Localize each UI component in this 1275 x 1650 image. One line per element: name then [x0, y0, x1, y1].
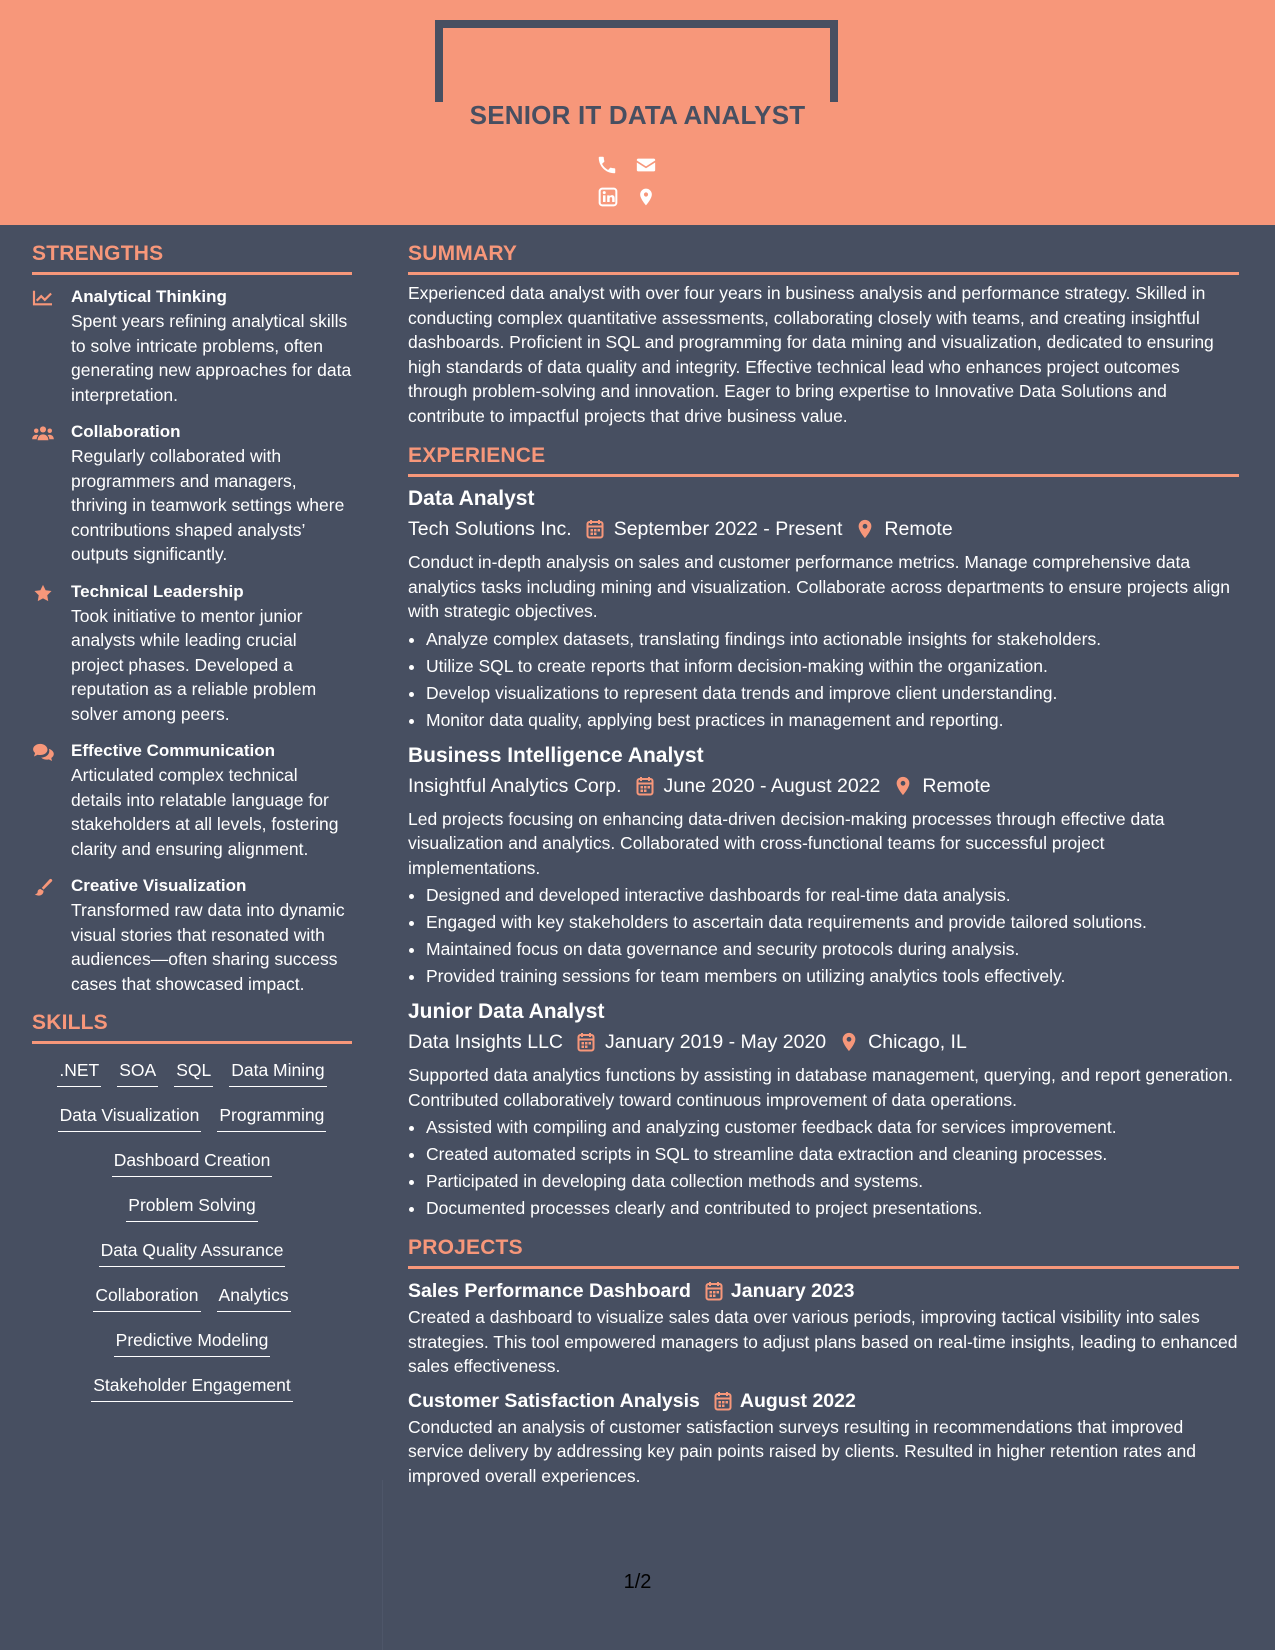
linkedin-icon[interactable] — [598, 187, 618, 207]
project-title: Customer Satisfaction Analysis — [408, 1389, 700, 1412]
list-item: • Participated in developing data collection methods and systems. — [426, 1168, 1239, 1195]
email-icon[interactable] — [635, 154, 657, 176]
skill-row — [32, 1279, 352, 1324]
job-location: Remote — [922, 774, 991, 797]
strength-description: Took initiative to mentor junior analysts while leading crucial project phases. Developed a reputation as a reliable problem solver among peers. — [71, 605, 317, 724]
project-description: Created a dashboard to visualize sales data over various periods, improving tactical visibility into sales strategies. This tool empowered managers to adjust plans based on real-time insights, leading to enhanced sales effectiveness. — [408, 1307, 1238, 1376]
job-title: Data Analyst — [408, 487, 535, 510]
list-item: • Designed and developed interactive dashboards for real-time data analysis. — [426, 882, 1239, 909]
job-title: Business Intelligence Analyst — [408, 743, 704, 767]
calendar-icon — [577, 1032, 595, 1052]
job-meta — [408, 514, 1239, 544]
projects-heading: PROJECTS — [408, 1234, 1239, 1269]
location-icon[interactable] — [636, 186, 656, 208]
project-header — [408, 1277, 1239, 1305]
skill-tag: SOA — [117, 1054, 158, 1087]
strength-item — [32, 874, 352, 996]
skill-tag: Predictive Modeling — [114, 1324, 271, 1357]
job-description: Led projects focusing on enhancing data-driven decision-making processes through effective data visualization and analytics. Collaborated with cross-functional teams for successful project implementations. — [408, 808, 1165, 878]
skill-tag: Data Quality Assurance — [99, 1234, 286, 1267]
calendar-icon — [586, 519, 604, 539]
skill-tag: Dashboard Creation — [112, 1144, 273, 1177]
list-item: • Develop visualizations to represent data trends and improve client understanding. — [426, 680, 1239, 707]
sidebar — [32, 240, 352, 1414]
list-item: • Utilize SQL to create reports that inform decision-making within the organization. — [426, 653, 1239, 680]
strength-item — [32, 580, 352, 727]
comments-icon — [32, 743, 54, 761]
skill-tag: Data Mining — [229, 1054, 326, 1087]
page-number: 1/2 — [623, 1571, 652, 1593]
job-location: Remote — [884, 518, 953, 540]
skill-tag: Programming — [217, 1099, 326, 1132]
skill-tag: Analytics — [217, 1279, 291, 1312]
company-name: Tech Solutions Inc. — [408, 518, 572, 540]
strength-title: Collaboration — [71, 422, 181, 441]
project-entry — [408, 1277, 1239, 1379]
skill-tag: Problem Solving — [126, 1189, 257, 1222]
job-location: Chicago, IL — [868, 1031, 967, 1053]
job-dates: January 2019 - May 2020 — [605, 1031, 827, 1053]
job-description: Conduct in-depth analysis on sales and customer performance metrics. Manage comprehensive data analytics tasks including mining and visualization. Collaborate across departments to ensure projects align with strategic objectives. — [408, 552, 1230, 621]
list-item: • Analyze complex datasets, translating findings into actionable insights for stakeholders. — [426, 626, 1239, 653]
star-icon — [32, 584, 54, 602]
job-title: Junior Data Analyst — [408, 1000, 605, 1023]
project-header — [408, 1387, 1239, 1415]
experience-entry — [408, 485, 1239, 734]
strengths-list — [32, 285, 352, 996]
skill-row — [32, 1189, 352, 1234]
summary-heading: SUMMARY — [408, 240, 1239, 275]
strength-description: Articulated complex technical details into relatable language for stakeholders at all levels, fostering clarity and ensuring alignment. — [71, 765, 339, 859]
job-meta — [408, 1027, 1239, 1057]
strength-title: Technical Leadership — [71, 581, 244, 601]
list-item: • Monitor data quality, applying best practices in management and reporting. — [426, 707, 1239, 734]
calendar-icon — [714, 1391, 732, 1411]
column-divider — [382, 1480, 383, 1650]
list-item: • Documented processes clearly and contributed to project presentations. — [426, 1195, 1239, 1222]
job-bullets — [408, 626, 1239, 734]
strength-description: Spent years refining analytical skills to solve intricate problems, often generating new approaches for data interpretation. — [71, 311, 352, 405]
project-date: January 2023 — [730, 1280, 855, 1302]
list-item: • Created automated scripts in SQL to streamline data extraction and cleaning processes. — [426, 1141, 1239, 1168]
skill-row — [32, 1144, 352, 1189]
experience-entry — [408, 998, 1239, 1222]
skill-row — [32, 1234, 352, 1279]
location-icon — [894, 776, 912, 796]
skill-tag: SQL — [174, 1054, 213, 1087]
list-item: • Engaged with key stakeholders to ascertain data requirements and provide tailored solutions. — [426, 909, 1239, 936]
project-title: Sales Performance Dashboard — [408, 1280, 691, 1302]
skill-row — [32, 1324, 352, 1369]
strength-item — [32, 739, 352, 861]
strength-description: Transformed raw data into dynamic visual stories that resonated with audiences—often sharing success cases that showcased impact. — [71, 900, 345, 994]
summary-text: Experienced data analyst with over four years in business analysis and performance strategy. Skilled in conducting complex quantitative assessments, collaborating closely with teams, and creating insightful dashboards. Proficient in SQL and programming for data mining and visualization, dedicated to ensuring high standards of data quality and integrity. Effective technical lead who enhances project outcomes through problem-solving and innovation. Eager to bring expertise to Innovative Data Solutions and contribute to impactful projects that drive business value. — [408, 283, 1214, 426]
project-date: August 2022 — [739, 1389, 856, 1412]
location-icon — [856, 519, 874, 539]
strengths-heading: STRENGTHS — [32, 240, 352, 275]
list-item: • Assisted with compiling and analyzing customer feedback data for services improvement. — [426, 1114, 1239, 1141]
skill-tag: .NET — [57, 1054, 101, 1087]
photo-placeholder-frame — [435, 20, 838, 102]
strength-title: Effective Communication — [71, 741, 276, 760]
skill-row — [32, 1054, 352, 1099]
calendar-icon — [636, 776, 654, 796]
project-entry — [408, 1387, 1239, 1489]
company-name: Insightful Analytics Corp. — [408, 774, 622, 797]
phone-icon[interactable] — [596, 154, 618, 176]
page-title: SENIOR IT DATA ANALYST — [469, 100, 806, 130]
strength-title: Analytical Thinking — [71, 287, 227, 306]
strength-item — [32, 420, 352, 567]
skill-tag: Stakeholder Engagement — [91, 1369, 293, 1402]
experience-entry — [408, 742, 1239, 991]
list-item: • Provided training sessions for team members on utilizing analytics tools effectively. — [426, 963, 1239, 990]
skill-row — [32, 1099, 352, 1144]
paint-brush-icon — [32, 878, 54, 896]
header-banner — [0, 0, 1275, 225]
strength-title: Creative Visualization — [71, 876, 247, 895]
strength-item — [32, 285, 352, 407]
experience-heading: EXPERIENCE — [408, 442, 1239, 477]
company-name: Data Insights LLC — [408, 1031, 564, 1053]
chart-line-icon — [32, 289, 54, 307]
job-dates: September 2022 - Present — [613, 518, 843, 540]
skills-list — [32, 1044, 352, 1414]
job-bullets — [408, 882, 1239, 990]
job-meta — [408, 771, 1239, 801]
strength-description: Regularly collaborated with programmers and managers, thriving in teamwork settings where contributions shaped analysts’ outputs significantly. — [71, 446, 345, 564]
job-description: Supported data analytics functions by assisting in database management, querying, and report generation. Contributed collaboratively toward continuous improvement of data operations. — [408, 1065, 1233, 1110]
skills-heading: SKILLS — [32, 1009, 352, 1044]
calendar-icon — [705, 1281, 723, 1301]
skill-row — [32, 1369, 352, 1414]
skill-tag: Data Visualization — [58, 1099, 202, 1132]
main-content — [408, 240, 1239, 1488]
job-dates: June 2020 - August 2022 — [663, 774, 881, 797]
job-bullets — [408, 1114, 1239, 1222]
project-description: Conducted an analysis of customer satisfaction surveys resulting in recommendations that improved service delivery by addressing key pain points raised by clients. Resulted in higher retention rates and improved overall experiences. — [408, 1416, 1196, 1486]
location-icon — [840, 1032, 858, 1052]
skill-tag: Collaboration — [93, 1279, 200, 1312]
users-icon — [32, 424, 54, 442]
list-item: • Maintained focus on data governance and security protocols during analysis. — [426, 936, 1239, 963]
